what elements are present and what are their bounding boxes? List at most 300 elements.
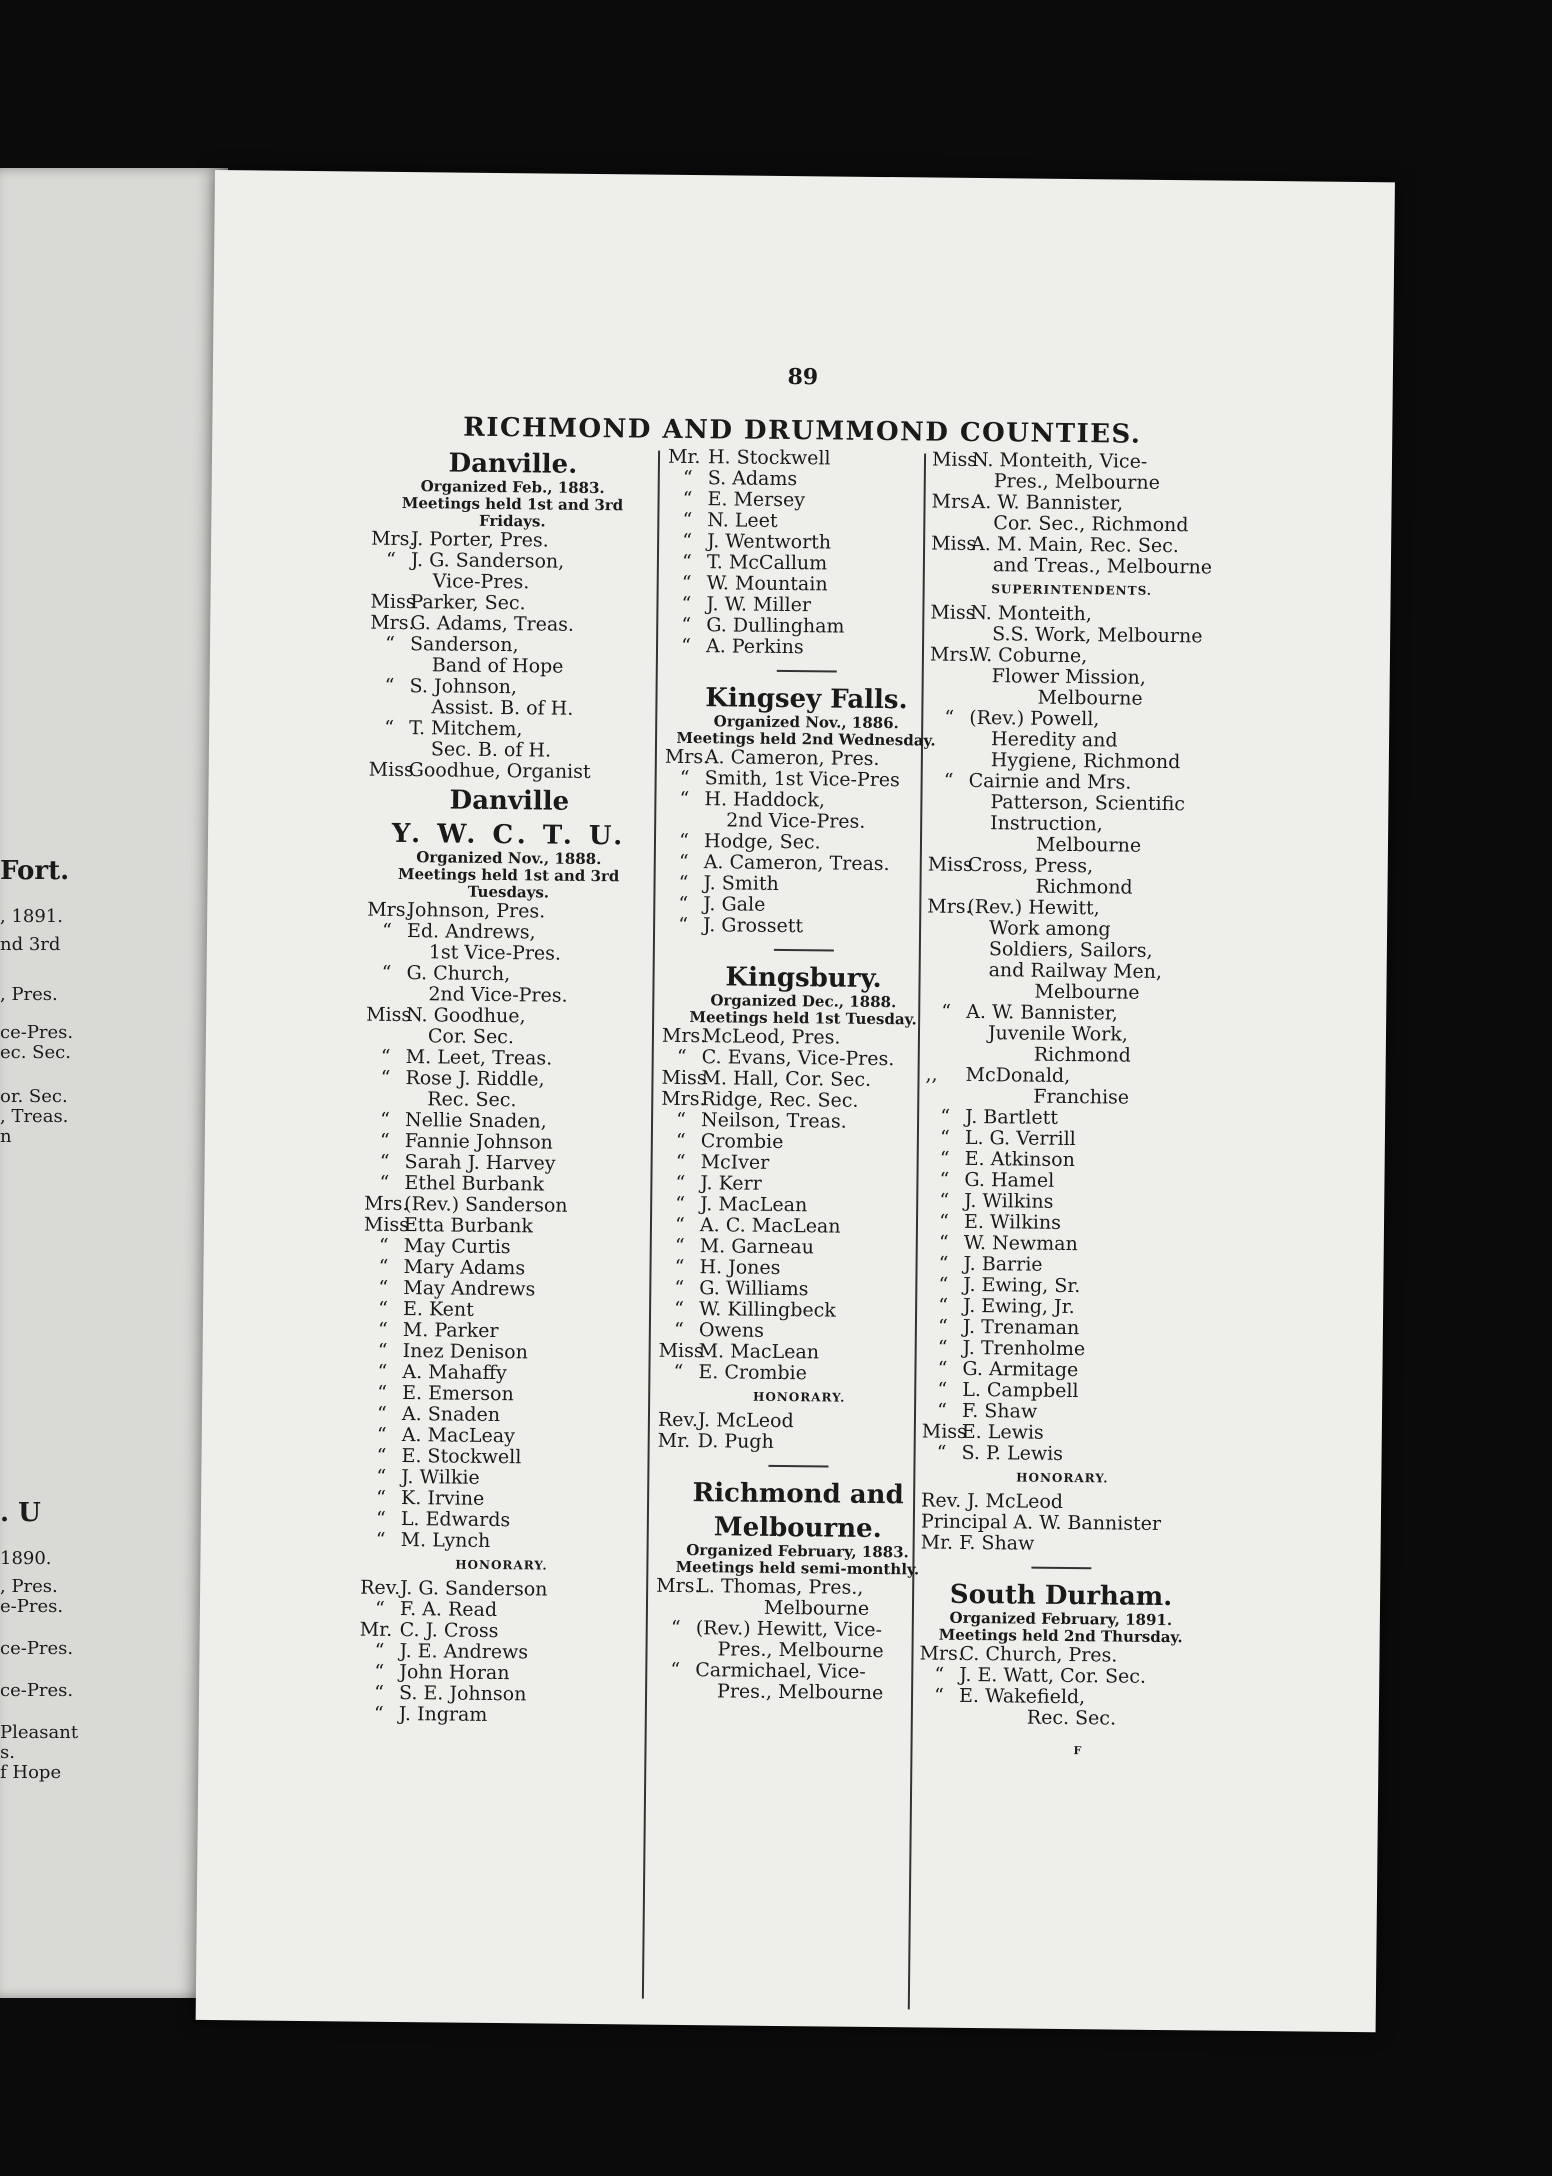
entry-line <box>921 1442 1203 1466</box>
entry-text: F. A. Read <box>399 1598 498 1622</box>
entry-prefix: Miss <box>366 1003 412 1027</box>
entry-continuation: Richmond <box>1035 875 1133 899</box>
left-fragment: Fort. <box>0 856 70 886</box>
section-note: Organized Dec., 1888. <box>710 991 897 1012</box>
entry-text: Smith, 1st Vice-Pres <box>704 767 900 792</box>
entry-text: M. MacLean <box>698 1340 820 1364</box>
entry-text: E. Crombie <box>698 1361 808 1385</box>
entry-text: Ed. Andrews, <box>406 920 536 944</box>
entry-text: Fannie Johnson <box>404 1130 553 1154</box>
entry-prefix: “ <box>679 829 689 852</box>
subsection-label: HONORARY. <box>455 1557 548 1573</box>
entry-prefix: “ <box>375 1528 386 1551</box>
entry-prefix: Mrs. <box>661 1024 707 1048</box>
entry-prefix: Mrs. <box>370 611 415 635</box>
entry-text: A. Cameron, Treas. <box>703 851 890 876</box>
entry-text: C. Church, Pres. <box>959 1642 1118 1667</box>
entry-continuation: Sec. B. of H. <box>430 738 552 762</box>
entry-prefix: “ <box>375 1507 386 1530</box>
entry-text: M. Garneau <box>699 1235 815 1259</box>
entry-continuation: and Railway Men, <box>988 959 1163 983</box>
entry-text: G. Dullingham <box>706 614 845 638</box>
entry-continuation: Patterson, Scientific <box>990 791 1186 816</box>
entry-text: J. Wentworth <box>707 530 832 554</box>
entry-text: Nellie Snaden, <box>404 1109 547 1133</box>
entry-prefix: “ <box>674 1276 685 1299</box>
entry-line <box>929 771 1211 795</box>
left-fragment: , Treas. <box>0 1106 69 1127</box>
entry-text: G. Armitage <box>962 1357 1079 1382</box>
entry-prefix: Miss <box>658 1339 704 1363</box>
entry-text: W. Coburne, <box>969 643 1088 668</box>
entry-line <box>932 450 1214 474</box>
entry-prefix: “ <box>675 1150 686 1173</box>
entry-text: J. Ewing, Sr. <box>963 1273 1081 1298</box>
entry-text: Carmichael, Vice- <box>695 1659 866 1683</box>
entry-text: J. Smith <box>703 872 779 895</box>
entry-text: N. Leet <box>707 509 778 532</box>
entry-prefix: Mr. <box>359 1618 393 1641</box>
entry-text: M. Hall, Cor. Sec. <box>701 1067 872 1091</box>
entry-prefix: “ <box>678 913 689 936</box>
entry-continuation: Melbourne <box>1034 980 1140 1004</box>
entry-prefix: “ <box>673 1318 684 1341</box>
entry-prefix: “ <box>670 1616 681 1639</box>
entry-text: J. Trenaman <box>962 1315 1080 1340</box>
entry-continuation: Work among <box>988 917 1111 941</box>
entry-text: A. Cameron, Pres. <box>704 746 880 770</box>
entry-text: J. Barrie <box>963 1252 1043 1276</box>
entry-line <box>655 1660 937 1684</box>
entry-line: Mr. F. Shaw <box>920 1531 1035 1555</box>
entry-prefix: “ <box>675 1192 686 1215</box>
entry-prefix: Mrs. <box>929 643 975 666</box>
entry-prefix: “ <box>385 548 396 571</box>
entry-prefix: “ <box>682 508 693 532</box>
entry-prefix: “ <box>934 1663 945 1686</box>
entry-continuation: Melbourne <box>1037 686 1143 710</box>
entry-prefix: “ <box>676 1045 687 1068</box>
entry-text: May Andrews <box>403 1277 536 1301</box>
entry-text: J. McLeod <box>697 1409 794 1433</box>
entry-text: A. W. Bannister, <box>966 1000 1118 1025</box>
left-fragment: , 1891. <box>0 906 63 927</box>
entry-prefix: “ <box>681 592 692 616</box>
entry-prefix: “ <box>939 1210 950 1233</box>
left-fragment: or. Sec. <box>0 1086 68 1107</box>
entry-prefix: “ <box>679 766 690 790</box>
entry-prefix: Mrs. <box>919 1642 964 1665</box>
section-note: Organized Nov., 1888. <box>416 848 602 869</box>
entry-continuation: Assist. B. of H. <box>431 696 574 720</box>
entry-prefix: Miss <box>927 853 973 876</box>
entry-prefix: “ <box>674 1255 685 1278</box>
entry-prefix: Mr. <box>657 1429 691 1453</box>
entry-line <box>366 1005 648 1029</box>
left-fragment: ce-Pres. <box>0 1680 74 1701</box>
entry-text: G. Church, <box>406 962 511 986</box>
column-right <box>919 450 1214 1731</box>
entry-text: J. Ewing, Jr. <box>963 1294 1075 1319</box>
left-fragment: ce-Pres. <box>0 1638 74 1659</box>
entry-prefix: “ <box>673 1360 684 1383</box>
entry-prefix: Mrs. <box>927 895 972 918</box>
entry-line <box>663 915 945 939</box>
entry-text: E. Emerson <box>402 1382 514 1406</box>
entry-prefix: “ <box>378 1234 389 1257</box>
entry-prefix: “ <box>679 787 690 811</box>
entry-prefix: “ <box>682 487 693 511</box>
entry-text: S. E. Johnson <box>398 1682 527 1706</box>
directory-page <box>196 170 1395 2032</box>
entry-continuation: 1st Vice-Pres. <box>428 941 562 965</box>
entry-text: E. Stockwell <box>401 1445 522 1469</box>
entry-prefix: Miss <box>931 532 977 555</box>
entry-text: A. W. Bannister, <box>971 490 1124 515</box>
entry-text: Crombie <box>700 1130 784 1154</box>
entry-continuation: Melbourne <box>763 1596 870 1620</box>
entry-prefix: “ <box>379 1171 390 1194</box>
entry-prefix: “ <box>373 1702 384 1725</box>
entry-text: J. Ingram <box>398 1703 488 1726</box>
entry-prefix: “ <box>944 706 955 729</box>
entry-text: S. P. Lewis <box>961 1441 1064 1465</box>
entry-text: J. Grossett <box>703 914 804 938</box>
section-heading: Kingsbury. <box>725 962 882 995</box>
entry-prefix: “ <box>377 1402 387 1425</box>
entry-text: (Rev.) Hewitt, Vice- <box>695 1617 883 1642</box>
entry-prefix: “ <box>937 1315 948 1338</box>
entry-line <box>929 708 1211 732</box>
entry-continuation: Melbourne <box>1035 833 1142 857</box>
entry-text: J. E. Andrews <box>399 1640 529 1664</box>
entry-continuation: Richmond <box>1033 1043 1132 1067</box>
entry-prefix: “ <box>377 1339 388 1362</box>
entry-text: E. Mersey <box>707 488 806 512</box>
entry-line: Rev. J. McLeod <box>920 1489 1064 1513</box>
entry-text: A. C. MacLean <box>699 1214 841 1238</box>
entry-prefix: “ <box>674 1297 685 1320</box>
entry-text: A. Perkins <box>705 635 804 659</box>
subsection-label: HONORARY. <box>752 1389 846 1405</box>
entry-text: Ridge, Rec. Sec. <box>701 1088 859 1112</box>
entry-prefix: “ <box>675 1213 685 1236</box>
entry-text: A. MacLeay <box>401 1424 516 1448</box>
section-note: Meetings held semi-monthly. <box>675 1557 920 1579</box>
section-heading: Danville <box>449 785 570 817</box>
entry-text: Etta Burbank <box>403 1214 534 1238</box>
subsection-label: SUPERINTENDENTS. <box>991 582 1153 598</box>
entry-text: C. Evans, Vice-Pres. <box>701 1046 895 1071</box>
entry-prefix: Miss <box>921 1420 967 1443</box>
entry-text: J. Kerr <box>700 1172 762 1195</box>
entry-continuation: S.S. Work, Melbourne <box>992 623 1203 648</box>
entry-prefix: “ <box>378 1297 389 1320</box>
entry-text: E. Atkinson <box>964 1147 1076 1172</box>
entry-prefix: “ <box>681 634 692 658</box>
entry-continuation: Soldiers, Sailors, <box>988 938 1153 962</box>
entry-line <box>927 897 1209 921</box>
entry-line <box>666 636 948 660</box>
entry-prefix: “ <box>377 1381 388 1404</box>
entry-line <box>359 1704 641 1728</box>
left-fragment: , Pres. <box>0 1576 58 1597</box>
left-fragment: . U <box>0 1498 41 1528</box>
entry-prefix: “ <box>374 1681 385 1704</box>
entry-line <box>370 634 652 658</box>
subsection-label: HONORARY. <box>1016 1470 1109 1486</box>
entry-text: L. Campbell <box>962 1378 1079 1403</box>
entry-text: (Rev.) Hewitt, <box>967 895 1100 920</box>
entry-prefix: “ <box>938 1273 949 1296</box>
section-heading: Richmond and <box>692 1478 904 1511</box>
entry-text: J. G. Sanderson, <box>410 549 565 573</box>
entry-text: G. Williams <box>699 1277 809 1301</box>
section-heading: Y. W. C. T. U. <box>391 818 627 852</box>
entry-prefix: “ <box>374 1639 385 1662</box>
entry-text: J. G. Sanderson <box>400 1577 548 1601</box>
entry-text: Hodge, Sec. <box>703 830 821 854</box>
entry-prefix: “ <box>378 1276 389 1299</box>
entry-line <box>369 676 651 700</box>
entry-prefix: Miss <box>661 1066 707 1090</box>
entry-continuation: and Treas., Melbourne <box>992 554 1213 579</box>
entry-line <box>928 855 1210 879</box>
left-fragment: s. <box>0 1742 15 1763</box>
left-fragment: ce-Pres. <box>0 1022 74 1043</box>
entry-prefix: “ <box>377 1318 388 1341</box>
entry-text: John Horan <box>399 1661 510 1685</box>
entry-text: Parker, Sec. <box>410 591 526 615</box>
entry-line <box>658 1431 940 1455</box>
section-note: Meetings held 1st and 3rd Tuesdays. <box>397 864 620 902</box>
entry-line: Principal A. W. Bannister <box>920 1510 1162 1535</box>
entry-prefix: “ <box>374 1597 385 1620</box>
entry-text: Johnson, Pres. <box>407 899 546 923</box>
entry-prefix: Mrs. <box>656 1574 701 1598</box>
entry-line <box>365 1068 647 1092</box>
entry-text: McDonald, <box>965 1063 1071 1088</box>
section-separator <box>1031 1567 1091 1570</box>
entry-continuation: Pres., Melbourne <box>993 470 1161 494</box>
entry-prefix: “ <box>941 1000 952 1023</box>
section-note: Meetings held 1st and 3rd Fridays. <box>401 493 624 531</box>
column-middle <box>655 447 950 1705</box>
entry-prefix: “ <box>381 961 392 984</box>
left-fragment: n <box>0 1126 12 1147</box>
section-separator <box>768 1465 828 1468</box>
entry-prefix: “ <box>675 1129 686 1152</box>
entry-line <box>369 718 651 742</box>
entry-text: Ethel Burbank <box>404 1172 545 1196</box>
left-fragment: ec. Sec. <box>0 1042 71 1063</box>
entry-continuation: Rec. Sec. <box>427 1088 517 1112</box>
entry-continuation: 2nd Vice-Pres. <box>428 983 568 1007</box>
entry-text: Goodhue, Organist <box>408 759 591 783</box>
entry-line <box>930 645 1212 669</box>
entry-prefix: “ <box>937 1399 948 1422</box>
entry-prefix: “ <box>385 632 396 655</box>
entry-text: S. Adams <box>707 467 798 491</box>
entry-text: N. Monteith, <box>970 601 1093 626</box>
page-number: 89 <box>787 364 819 391</box>
section-note: Organized Nov., 1886. <box>713 712 899 733</box>
section-heading: Kingsey Falls. <box>705 683 908 716</box>
entry-prefix: “ <box>940 1105 951 1128</box>
facing-page-fragment <box>0 168 228 1998</box>
entry-continuation: Heredity and <box>990 728 1118 752</box>
entry-text: E. Lewis <box>961 1420 1044 1444</box>
entry-text: M. Parker <box>402 1319 499 1343</box>
entry-prefix: Mrs. <box>367 898 412 922</box>
entry-line <box>931 534 1213 558</box>
entry-prefix: “ <box>676 1108 687 1131</box>
entry-line <box>926 1001 1208 1025</box>
entry-prefix: “ <box>681 550 692 574</box>
entry-text: G. Adams, Treas. <box>410 612 575 636</box>
entry-prefix: “ <box>939 1168 950 1191</box>
section-note: Meetings held 2nd Wednesday. <box>676 728 936 750</box>
entry-prefix: “ <box>384 674 395 697</box>
entry-prefix: “ <box>379 1129 390 1152</box>
entry-continuation: Pres., Melbourne <box>717 1638 884 1663</box>
entry-prefix: “ <box>374 1660 385 1683</box>
entry-line <box>656 1576 938 1600</box>
entry-text: H. Haddock, <box>704 788 826 812</box>
entry-prefix: “ <box>678 850 689 873</box>
entry-text: Inez Denison <box>402 1340 529 1364</box>
entry-line <box>366 963 648 987</box>
section-note: Organized February, 1883. <box>686 1541 909 1562</box>
entry-prefix: “ <box>378 1255 389 1278</box>
entry-prefix: “ <box>379 1150 390 1173</box>
entry-prefix: “ <box>678 871 689 894</box>
entry-prefix: Mrs. <box>371 527 416 551</box>
entry-prefix: “ <box>938 1294 949 1317</box>
entry-text: (Rev.) Powell, <box>969 706 1100 731</box>
entry-text: E. Kent <box>402 1298 474 1321</box>
entry-text: L. Edwards <box>400 1508 511 1532</box>
entry-text: D. Pugh <box>697 1430 774 1453</box>
entry-text: L. Thomas, Pres., <box>696 1575 864 1599</box>
entry-text: J. Trenholme <box>962 1336 1086 1361</box>
entry-text: L. G. Verrill <box>964 1126 1076 1151</box>
entry-text: Mary Adams <box>403 1256 526 1280</box>
entry-prefix: “ <box>380 1045 391 1068</box>
entry-prefix: Mrs. <box>364 1192 409 1216</box>
entry-continuation: Cor. Sec. <box>427 1025 515 1049</box>
entry-text: N. Goodhue, <box>406 1004 526 1028</box>
section-note: Organized Feb., 1883. <box>420 477 605 498</box>
entry-text: J. Wilkie <box>401 1466 480 1489</box>
entry-line <box>925 1064 1207 1088</box>
section-heading: Danville. <box>448 448 578 480</box>
entry-text: C. J. Cross <box>399 1619 499 1643</box>
entry-continuation: Cor. Sec., Richmond <box>993 512 1189 537</box>
entry-line <box>371 550 653 574</box>
entry-continuation: Band of Hope <box>431 654 564 678</box>
entry-prefix: “ <box>937 1378 948 1401</box>
entry-prefix: “ <box>380 1066 391 1089</box>
entry-prefix: “ <box>938 1231 949 1254</box>
entry-continuation: Pres., Melbourne <box>716 1680 884 1705</box>
entry-text: Cross, Press, <box>967 853 1094 878</box>
entry-prefix: “ <box>674 1234 685 1257</box>
entry-prefix: Miss <box>931 448 978 471</box>
column-left <box>359 444 654 1728</box>
entry-text: A. M. Main, Rec. Sec. <box>971 532 1179 558</box>
entry-text: T. Mitchem, <box>409 717 523 741</box>
entry-prefix: Mr. <box>667 445 701 469</box>
entry-text: A. Snaden <box>401 1403 501 1427</box>
entry-text: M. Leet, Treas. <box>405 1046 553 1070</box>
entry-prefix: Rev. <box>657 1408 699 1432</box>
entry-text: Sarah J. Harvey <box>404 1151 556 1175</box>
entry-line <box>656 1618 938 1642</box>
entry-prefix: “ <box>681 571 692 595</box>
entry-line <box>664 789 946 813</box>
entry-text: J. W. Miller <box>706 593 812 617</box>
entry-prefix: “ <box>939 1126 950 1149</box>
section-separator <box>774 949 834 952</box>
entry-line <box>369 760 651 784</box>
entry-continuation: Rec. Sec. <box>1026 1706 1117 1730</box>
section-heading: Melbourne. <box>713 1512 882 1545</box>
entry-prefix: “ <box>939 1147 950 1170</box>
left-fragment: 1890. <box>0 1548 52 1569</box>
entry-continuation: Instruction, <box>990 812 1103 836</box>
entry-prefix: Mrs. <box>931 490 977 513</box>
entry-prefix: “ <box>939 1189 950 1212</box>
entry-prefix: “ <box>376 1423 387 1446</box>
entry-text: E. Wilkins <box>963 1210 1062 1234</box>
entry-text: W. Mountain <box>706 572 828 596</box>
entry-text: J. Porter, Pres. <box>411 528 549 552</box>
entry-text: G. Hamel <box>964 1168 1055 1192</box>
entry-text: E. Wakefield, <box>958 1684 1086 1709</box>
entry-text: N. Monteith, Vice- <box>971 448 1148 473</box>
entry-text: J. Wilkins <box>964 1189 1054 1213</box>
entry-prefix: “ <box>376 1444 387 1467</box>
entry-prefix: “ <box>377 1360 388 1383</box>
entry-prefix: “ <box>936 1441 947 1464</box>
entry-prefix: ,, <box>925 1063 938 1086</box>
entry-line <box>658 1362 940 1386</box>
entry-text: May Curtis <box>403 1235 511 1259</box>
entry-text: Sanderson, <box>409 633 519 657</box>
section-note: Organized February, 1891. <box>949 1608 1173 1630</box>
entry-prefix: “ <box>943 769 954 792</box>
entry-prefix: Rev. <box>360 1576 401 1600</box>
entry-continuation: 2nd Vice-Pres. <box>726 809 866 833</box>
entry-continuation: Flower Mission, <box>991 665 1147 689</box>
entry-prefix: “ <box>678 892 689 915</box>
entry-text: F. Shaw <box>961 1399 1038 1423</box>
entry-prefix: “ <box>938 1252 949 1275</box>
entry-text: McIver <box>700 1151 770 1174</box>
entry-prefix: Mrs. <box>661 1087 706 1111</box>
left-fragment: , Pres. <box>0 984 58 1005</box>
entry-prefix: “ <box>670 1658 681 1681</box>
left-fragment: e-Pres. <box>0 1596 64 1617</box>
section-separator <box>777 670 837 673</box>
entry-text: J. Gale <box>703 893 766 916</box>
entry-text: T. McCallum <box>706 551 828 575</box>
entry-text: M. Lynch <box>400 1529 491 1552</box>
entry-text: (Rev.) Sanderson <box>404 1193 568 1217</box>
entry-prefix: Miss <box>368 758 414 782</box>
entry-text: K. Irvine <box>400 1487 485 1510</box>
